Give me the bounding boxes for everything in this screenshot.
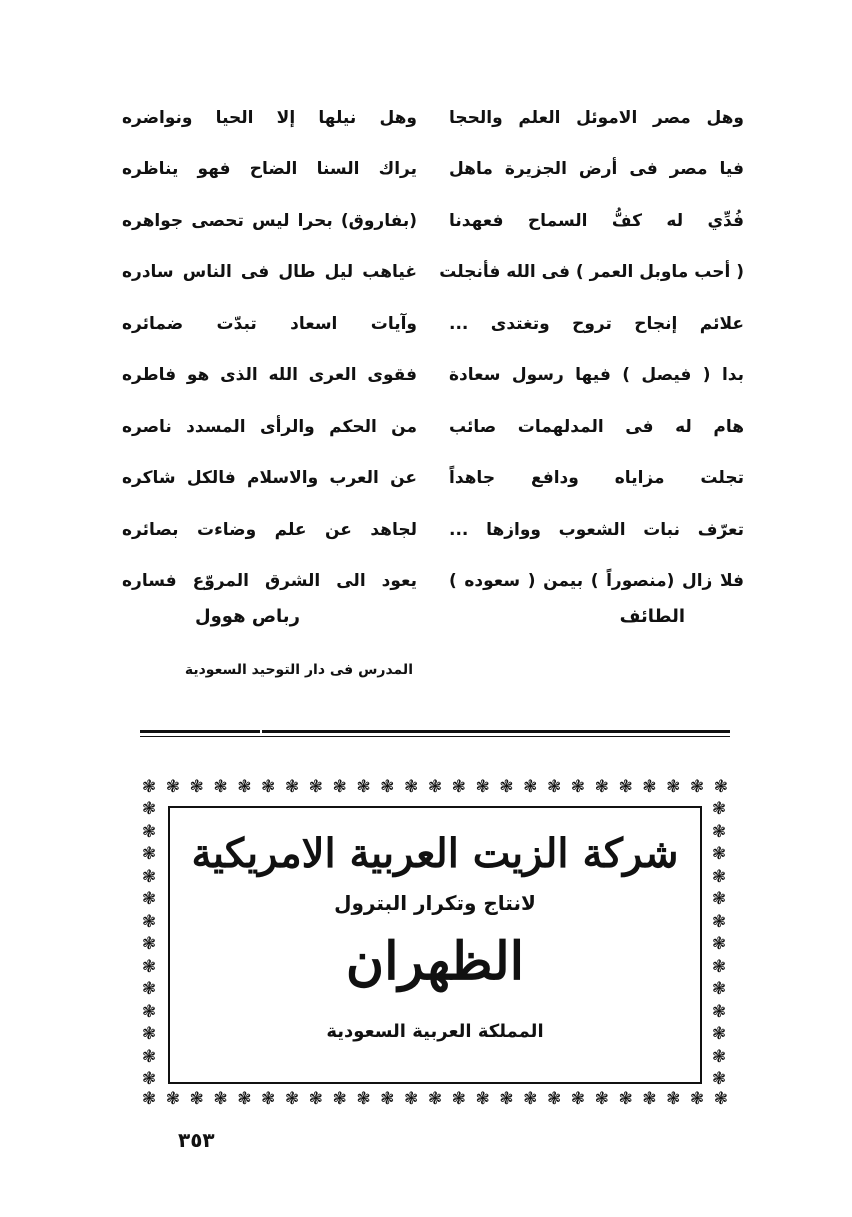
ornament-icon: ❃ (475, 777, 490, 797)
ornament-icon: ❃ (237, 1089, 252, 1109)
verse-first-hemistich: هام له فى المدلهمات صائب (449, 416, 744, 437)
ornament-icon: ❃ (141, 844, 157, 864)
verse-second-hemistich: من الحكم والرأى المسدد ناصره (122, 416, 417, 437)
verse-first-hemistich: وهل مصر الاموئل العلم والحجا (449, 107, 744, 128)
ornament-icon: ❃ (711, 956, 727, 977)
verse-first-hemistich: فلا زال (منصوراً ) بيمن ( سعوده ) (449, 571, 744, 592)
ornament-icon: ❃ (141, 979, 157, 999)
ornament-icon: ❃ (141, 1069, 157, 1089)
ornament-icon: ❃ (499, 777, 514, 797)
ornament-icon: ❃ (711, 911, 727, 932)
ornament-icon: ❃ (261, 777, 276, 797)
ornament-icon: ❃ (523, 777, 538, 797)
ornament-icon: ❃ (380, 777, 395, 797)
ornament-icon: ❃ (165, 1089, 180, 1109)
ornament-icon: ❃ (711, 844, 727, 864)
ornament-icon: ❃ (594, 777, 609, 797)
ornament-icon: ❃ (141, 866, 157, 887)
ornament-icon: ❃ (570, 1089, 586, 1109)
ornament-icon: ❃ (189, 1089, 204, 1109)
verse-second-hemistich: وهل نيلها إلا الحيا ونواضره (122, 107, 417, 128)
ornament-icon: ❃ (141, 1046, 157, 1067)
poem-verse (122, 247, 744, 299)
verse-first-hemistich: فيا مصر فى أرض الجزيرة ماهل (449, 159, 744, 180)
ornament-icon: ❃ (711, 866, 727, 887)
poem-signature (195, 606, 685, 627)
ornament-icon: ❃ (689, 777, 705, 797)
ornament-icon: ❃ (475, 1089, 490, 1109)
ornament-icon: ❃ (308, 1089, 323, 1109)
section-divider (140, 730, 260, 733)
ornament-icon: ❃ (711, 821, 727, 842)
company-city: الظهران (345, 931, 525, 992)
ornament-icon: ❃ (711, 799, 727, 819)
advertisement (140, 778, 730, 1108)
ornament-icon: ❃ (141, 911, 157, 932)
poem (122, 92, 744, 607)
poem-verse (122, 144, 744, 196)
ornament-icon: ❃ (141, 777, 157, 797)
verse-second-hemistich: وآيات اسعاد تبدّت ضمائره (122, 313, 417, 334)
verse-first-hemistich: ( أحب ماوبل العمر ) فى الله فأنجلت (439, 262, 744, 283)
ornament-icon: ❃ (356, 1089, 371, 1109)
ornament-icon: ❃ (666, 1089, 681, 1109)
section-divider-thin (140, 736, 730, 737)
ornament-icon: ❃ (356, 777, 371, 797)
verse-first-hemistich: فُدِّي له كفُّ السماح فعهدنا (449, 210, 744, 231)
ornament-border-top (140, 778, 730, 798)
ornament-icon: ❃ (713, 777, 728, 797)
verse-second-hemistich: فقوى العرى الله الذى هو فاطره (122, 365, 417, 386)
poem-author-title: المدرس فى دار التوحيد السعودية (184, 662, 413, 678)
ornament-icon: ❃ (642, 777, 657, 797)
ornament-icon: ❃ (261, 1089, 276, 1109)
poem-verse (122, 92, 744, 144)
ornament-icon: ❃ (332, 777, 347, 797)
ornament-icon: ❃ (711, 979, 727, 999)
company-country: المملكة العربية السعودية (326, 1021, 544, 1042)
ornament-icon: ❃ (403, 777, 419, 797)
ornament-icon: ❃ (546, 777, 562, 797)
ornament-icon: ❃ (689, 1089, 705, 1109)
poem-verse (122, 556, 744, 608)
ornament-icon: ❃ (141, 821, 157, 842)
verse-first-hemistich: بدا ( فيصل ) فيها رسول سعادة (449, 365, 744, 386)
poem-verse (122, 350, 744, 402)
ornament-icon: ❃ (711, 1069, 727, 1089)
ornament-icon: ❃ (189, 777, 204, 797)
ornament-icon: ❃ (141, 934, 157, 954)
verse-first-hemistich: تعرّف نبات الشعوب ووازها ... (449, 519, 744, 540)
ornament-icon: ❃ (141, 1001, 157, 1022)
ornament-icon: ❃ (308, 777, 323, 797)
ornament-icon: ❃ (213, 777, 228, 797)
ornament-icon: ❃ (332, 1089, 347, 1109)
ornament-icon: ❃ (380, 1089, 395, 1109)
verse-second-hemistich: لجاهد عن علم وضاءت بصائره (122, 519, 417, 540)
ornament-icon: ❃ (711, 934, 727, 954)
poem-verse (122, 504, 744, 556)
ornament-icon: ❃ (141, 1024, 157, 1044)
poem-verse (122, 453, 744, 505)
ornament-icon: ❃ (713, 1089, 728, 1109)
company-name: شركة الزيت العربية الامريكية (191, 830, 679, 877)
poem-place: الطائف (619, 606, 685, 627)
ornament-icon: ❃ (594, 1089, 609, 1109)
ornament-icon: ❃ (213, 1089, 228, 1109)
ornament-icon: ❃ (711, 1024, 727, 1044)
ornament-border-left (140, 800, 160, 1088)
ornament-icon: ❃ (165, 777, 180, 797)
ornament-icon: ❃ (403, 1089, 419, 1109)
ornament-icon: ❃ (523, 1089, 538, 1109)
verse-first-hemistich: تجلت مزاياه ودافع جاهداً (449, 468, 744, 489)
ornament-icon: ❃ (451, 777, 466, 797)
ornament-icon: ❃ (141, 956, 157, 977)
ornament-icon: ❃ (284, 1089, 300, 1109)
poem-verse (122, 401, 744, 453)
verse-second-hemistich: يراك السنا الضاح فهو يناظره (122, 159, 417, 180)
ornament-icon: ❃ (427, 777, 443, 797)
poem-verse (122, 195, 744, 247)
ornament-icon: ❃ (618, 777, 633, 797)
verse-second-hemistich: عن العرب والاسلام فالكل شاكره (122, 468, 417, 489)
ornament-border-right (710, 800, 730, 1088)
verse-second-hemistich: غياهب ليل طال فى الناس سادره (122, 262, 417, 283)
advertisement-panel (168, 806, 702, 1084)
verse-first-hemistich: علائم إنجاح تروح وتغتدى ... (449, 313, 744, 334)
poem-verse (122, 298, 744, 350)
ornament-icon: ❃ (284, 777, 300, 797)
ornament-icon: ❃ (711, 1001, 727, 1022)
ornament-icon: ❃ (711, 1046, 727, 1067)
ornament-icon: ❃ (546, 1089, 562, 1109)
ornament-border-bottom (140, 1090, 730, 1110)
ornament-icon: ❃ (642, 1089, 657, 1109)
ornament-icon: ❃ (427, 1089, 443, 1109)
section-divider (262, 730, 730, 733)
poem-author: رباص هوول (195, 606, 300, 627)
company-tagline: لانتاج وتكرار البترول (334, 891, 536, 915)
ornament-icon: ❃ (666, 777, 681, 797)
ornament-icon: ❃ (711, 889, 727, 909)
ornament-icon: ❃ (451, 1089, 466, 1109)
page-number: ٣٥٣ (178, 1128, 215, 1152)
ornament-icon: ❃ (570, 777, 586, 797)
ornament-icon: ❃ (499, 1089, 514, 1109)
ornament-icon: ❃ (141, 889, 157, 909)
ornament-icon: ❃ (141, 1089, 157, 1109)
ornament-icon: ❃ (237, 777, 252, 797)
ornament-icon: ❃ (141, 799, 157, 819)
ornament-icon: ❃ (618, 1089, 633, 1109)
verse-second-hemistich: يعود الى الشرق المروّع فساره (122, 571, 417, 592)
verse-second-hemistich: (بفاروق) بحرا ليس تحصى جواهره (122, 210, 417, 231)
